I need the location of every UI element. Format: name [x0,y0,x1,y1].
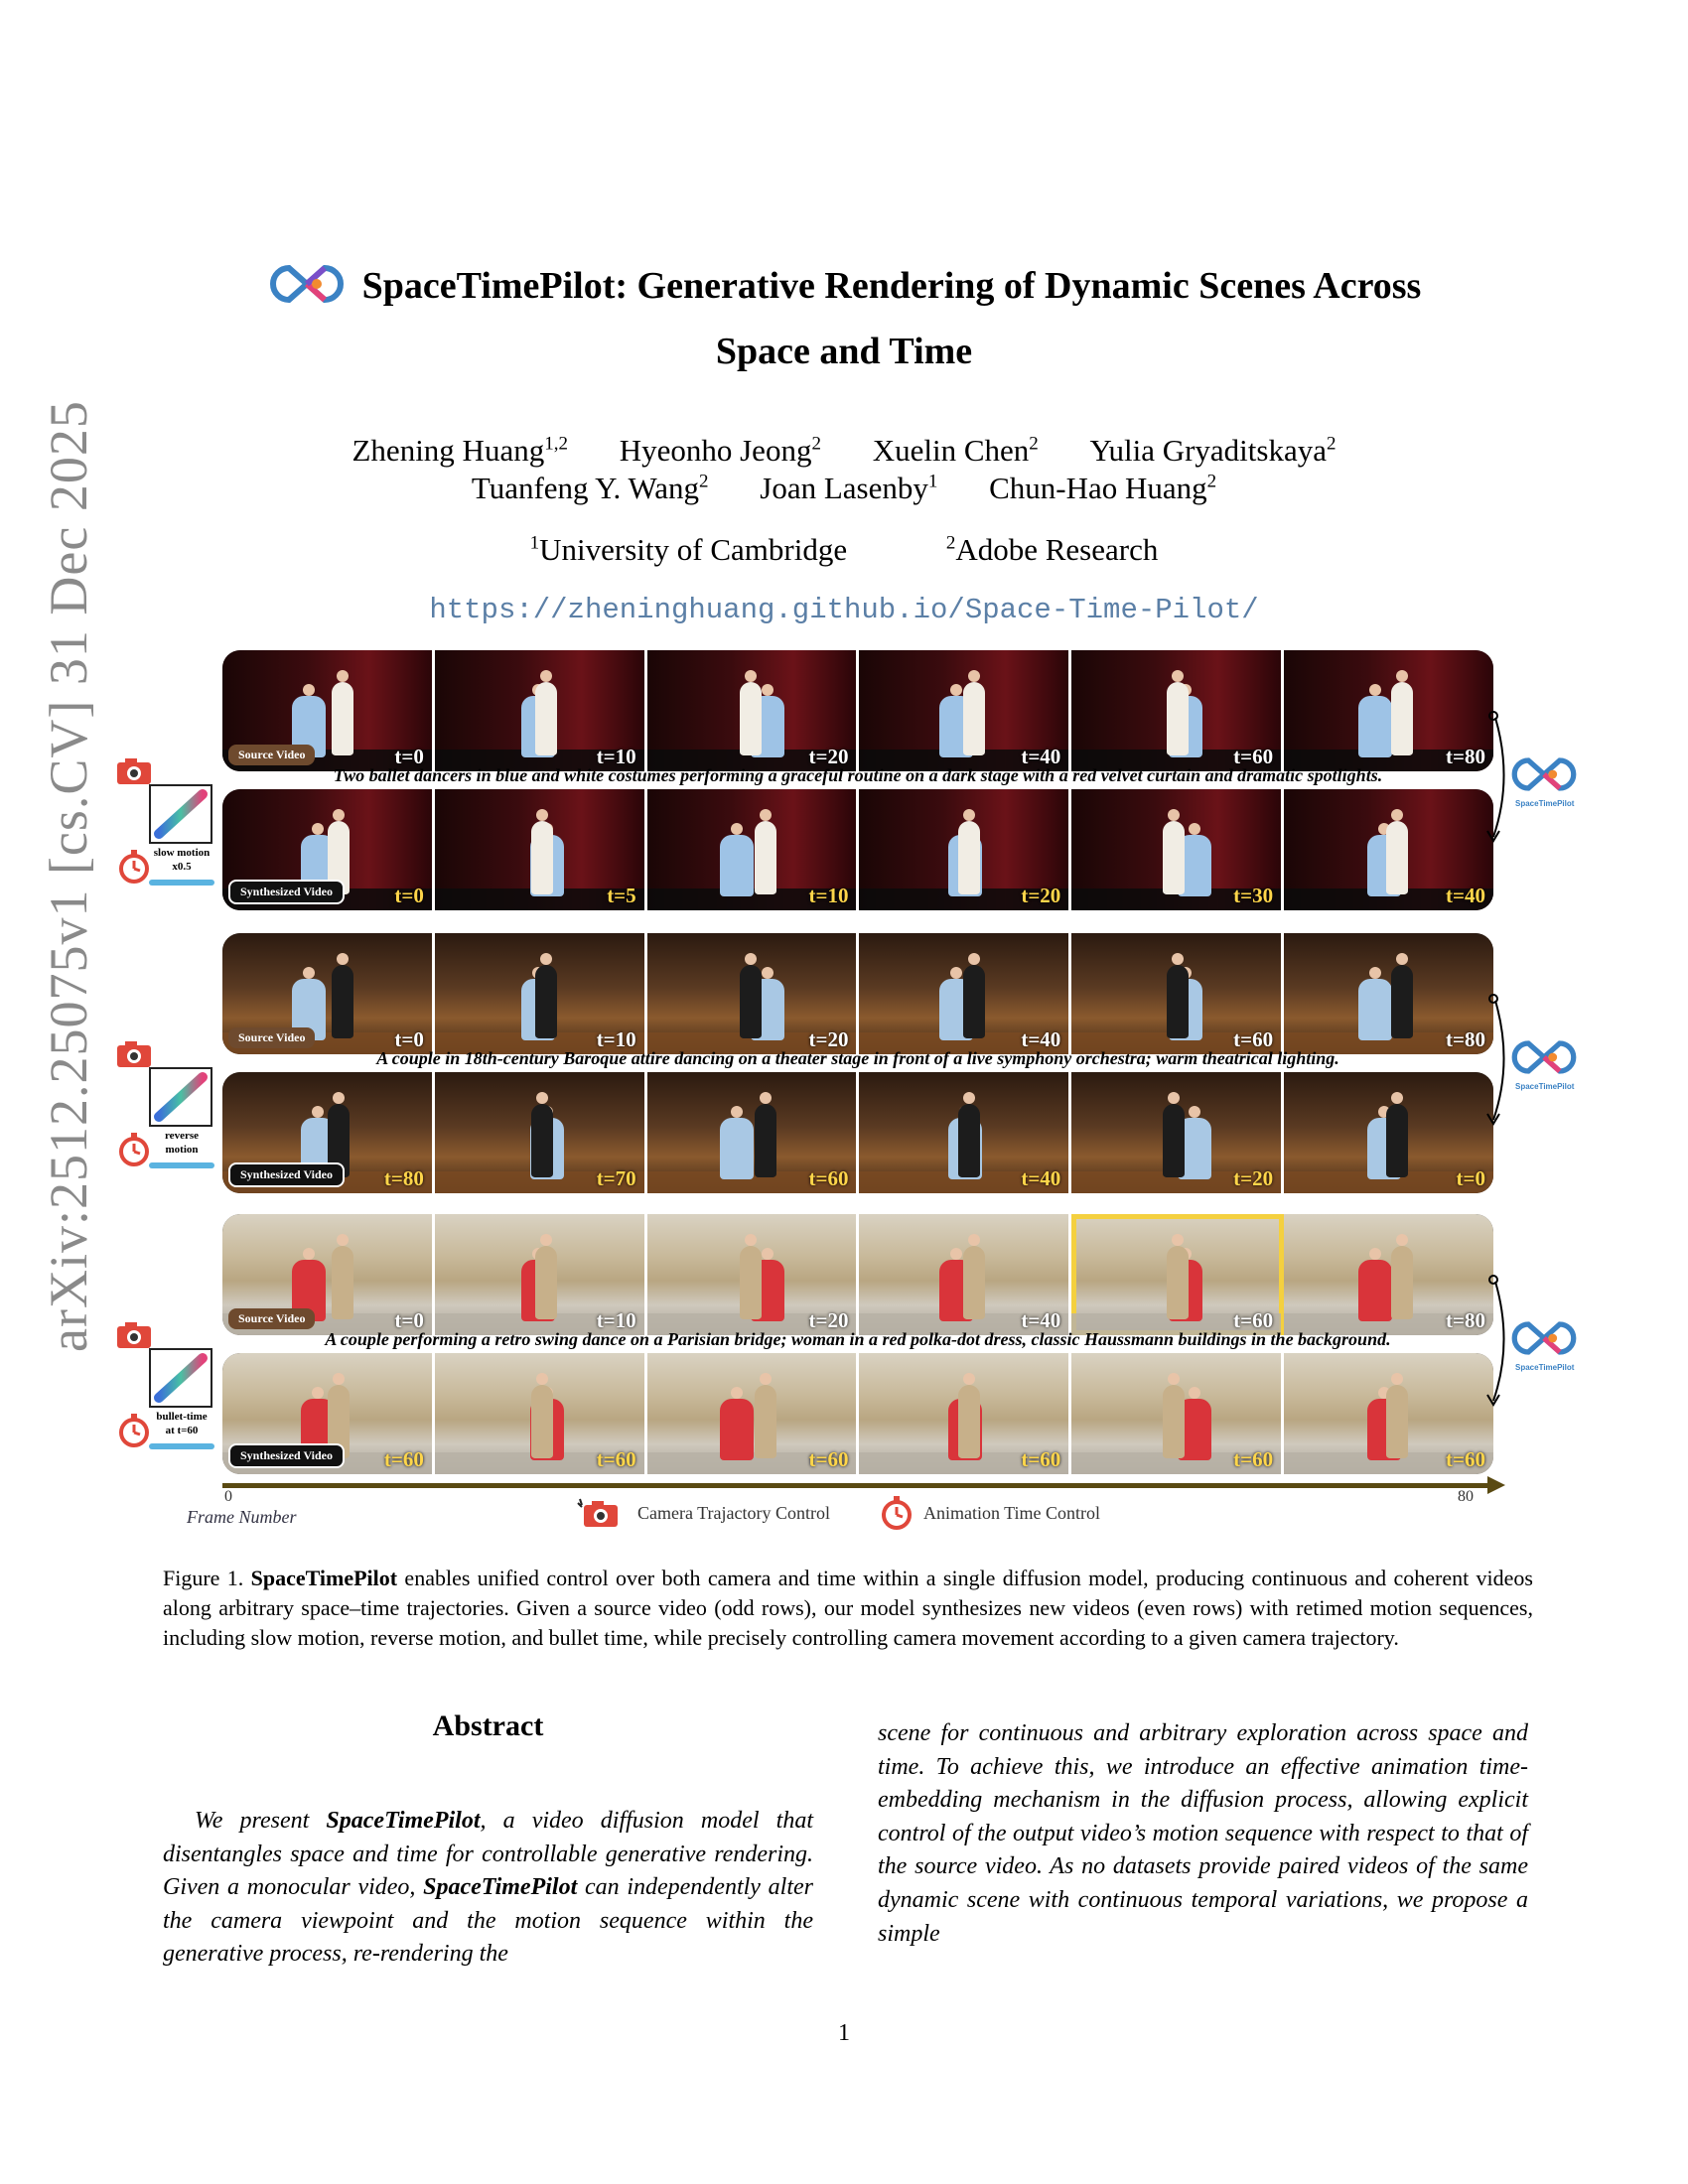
camera-icon [109,754,161,788]
camera-icon [576,1497,628,1529]
dancer-figure [1167,1246,1189,1319]
spacetimepilot-logo-icon [1509,754,1579,794]
video-frame [222,1072,435,1193]
time-label: t=60 [1233,1447,1274,1471]
affiliation: $^2$Adobe Research [945,532,1159,567]
time-label: t=0 [394,1308,424,1332]
video-frame [1284,1214,1493,1335]
dancer-figure [755,1104,776,1177]
source-video-strip [222,650,1493,771]
dancer-figure [720,835,754,896]
time-label: t=70 [596,1166,636,1190]
video-frame [647,650,860,771]
dancer-figure [740,965,762,1038]
spacetimepilot-small-logo [1509,754,1589,808]
figure-caption: Figure 1. SpaceTimePilot enables unified control over both camera and time within a single diffusion model, producing continuous and coherent videos along arbitrary space–time trajectories. Given a source video (odd rows), our model synthesizes new videos (even rows) with retimed motion sequences, including slow motion, reverse motion, and bullet time, while precisely controlling camera movement according to a given camera trajectory. [163,1566,1533,1650]
video-frame [222,789,435,910]
video-frame [647,933,860,1054]
arxiv-stamp: arXiv:2512.25075v1 [cs.CV] 31 Dec 2025 [39,400,98,1352]
dancer-figure [531,821,553,894]
synthesized-video-strip [222,1072,1493,1193]
trajectory-plot-icon [149,1067,212,1127]
affiliations [0,532,1688,568]
dancer-figure [1167,965,1189,1038]
dancer-figure [535,965,557,1038]
dancer-figure [1163,1385,1185,1458]
video-frame [859,1353,1071,1474]
time-label: t=40 [1446,884,1485,907]
video-frame [222,1214,435,1335]
dancer-figure [1386,1104,1408,1177]
video-frame [859,1072,1071,1193]
video-frame [435,933,647,1054]
synthesized-video-badge: Synthesized Video [228,1443,345,1468]
dancer-figure [531,1385,553,1458]
control-icons [109,1318,218,1467]
source-video-badge: Source Video [228,1308,315,1329]
dancer-figure [1358,1260,1392,1321]
abstract-right-column: scene for continuous and arbitrary exploration across space and time. To achieve this, we introduce an effective animation time-embedding mechanism in the diffusion process, allowing explicit control of the output video’s motion sequence with respect to that of the source video. As no datasets provide paired videos of the same dynamic scene with continuous temporal variations, we propose a simple [878,1720,1528,1947]
dancer-figure [720,1399,754,1460]
dancer-figure [1391,965,1413,1038]
time-label: t=20 [1021,884,1061,907]
dancer-figure [1391,682,1413,755]
dancer-figure [1163,1104,1185,1177]
time-label: t=10 [596,1027,636,1051]
time-label: t=60 [1233,1308,1274,1332]
video-frame [647,1214,860,1335]
title-line1: SpaceTimePilot: Generative Rendering of Dynamic Scenes Across [361,265,1422,307]
time-label: t=80 [1446,1308,1485,1332]
frame-axis-arrow-icon [1487,1476,1505,1494]
dancer-figure [1386,821,1408,894]
author: Yulia Gryaditskaya$^2$ [1089,433,1336,468]
spacetimepilot-small-logo [1509,1318,1589,1372]
dancer-figure [958,1385,980,1458]
video-frame [435,1353,647,1474]
time-label: t=10 [596,745,636,768]
page-number: 1 [838,2020,850,2046]
video-frame [1284,1353,1493,1474]
synthesized-video-badge: Synthesized Video [228,1162,345,1187]
time-label: t=60 [1021,1447,1061,1471]
legend-camera: Camera Trajactory Control [576,1497,830,1529]
abstract-left-column: We present SpaceTimePilot, a video diffusion model that disentangles space and time for controllable generative rendering. Given a monocular video, SpaceTimePilot can independently alter the camera viewpoint and the motion sequence within the generative process, re-rendering the [163,1808,813,1968]
dancer-figure [963,1246,985,1319]
dancer-figure [535,682,557,755]
source-video-badge: Source Video [228,745,315,765]
dancer-figure [1358,696,1392,757]
author: Tuanfeng Y. Wang$^2$ [471,471,709,505]
title-line2: Space and Time [715,331,973,372]
trajectory-plot-icon [149,1348,212,1408]
affiliation: $^1$University of Cambridge [529,532,848,567]
legend-time: Animation Time Control [880,1497,1100,1529]
author: Xuelin Chen$^2$ [872,433,1039,468]
dancer-figure [1358,979,1392,1040]
spacetimepilot-logo-icon [1509,1318,1579,1358]
dancer-figure [1167,682,1189,755]
video-frame [222,933,435,1054]
video-frame [435,650,647,771]
author: Chun-Hao Huang$^2$ [989,471,1217,505]
time-label: t=0 [394,1027,424,1051]
time-label: t=20 [808,745,849,768]
abstract-heading: Abstract [432,1709,544,1742]
spacetimepilot-logo-icon [267,262,347,306]
author-row-2 [0,471,1688,506]
video-frame [859,789,1071,910]
camera-icon [109,1037,161,1071]
stopwatch-icon [117,1133,151,1166]
dancer-figure [332,1246,353,1319]
time-label: t=40 [1021,1308,1061,1332]
time-label: t=10 [596,1308,636,1332]
logo-text: SpaceTimePilot [1515,1363,1575,1372]
control-icons [109,1037,218,1186]
source-video-strip [222,933,1493,1054]
logo-text: SpaceTimePilot [1515,799,1575,808]
trajectory-plot-icon [149,784,212,844]
time-label: t=20 [808,1308,849,1332]
time-label: t=80 [1446,745,1485,768]
video-frame [1071,1214,1284,1335]
frame-axis-line [222,1483,1493,1488]
video-frame [1071,1072,1284,1193]
timeline-bar [149,1443,214,1449]
dancer-figure [720,1118,754,1179]
source-video-badge: Source Video [228,1027,315,1048]
time-label: t=60 [808,1447,849,1471]
control-label: bullet-time [156,1411,208,1423]
dancer-figure [958,1104,980,1177]
video-frame [859,650,1071,771]
time-label: t=0 [1456,1166,1485,1190]
scene-prompt-caption: Two ballet dancers in blue and white costumes performing a graceful routine on a dark stage with a red velvet curtain and dramatic spotlights. [333,765,1383,785]
control-label: motion [165,1144,199,1156]
video-frame [1071,650,1284,771]
camera-icon [109,1318,161,1352]
time-label: t=80 [1446,1027,1485,1051]
dancer-figure [1386,1385,1408,1458]
axis-end-label: 80 [1458,1488,1474,1505]
synthesized-video-strip [222,789,1493,910]
synthesized-video-badge: Synthesized Video [228,880,345,904]
video-frame [222,1353,435,1474]
stopwatch-icon [117,1414,151,1447]
stopwatch-icon [117,850,151,884]
spacetimepilot-logo-icon [1509,1037,1579,1077]
spacetimepilot-small-logo [1509,1037,1589,1091]
video-frame [1284,933,1493,1054]
video-frame [1284,1072,1493,1193]
dancer-figure [963,682,985,755]
video-frame [1284,789,1493,910]
video-frame [1071,789,1284,910]
author: Hyeonho Jeong$^2$ [619,433,821,468]
control-label: reverse [165,1130,199,1142]
video-frame [1071,1353,1284,1474]
dancer-figure [740,1246,762,1319]
video-frame [435,1214,647,1335]
paper-title [0,253,1688,384]
time-label: t=60 [1446,1447,1485,1471]
control-label: at t=60 [165,1425,199,1436]
author: Joan Lasenby$^1$ [760,471,938,505]
dancer-figure [963,965,985,1038]
logo-text: SpaceTimePilot [1515,1082,1575,1091]
dancer-figure [1163,821,1185,894]
video-frame [647,1353,860,1474]
stopwatch-icon [880,1496,914,1530]
timeline-bar [149,880,214,886]
dancer-figure [332,682,353,755]
axis-start-label: 0 [224,1488,232,1505]
time-label: t=0 [394,745,424,768]
dancer-figure [531,1104,553,1177]
time-label: t=60 [1233,1027,1274,1051]
time-label: t=40 [1021,1166,1061,1190]
time-label: t=60 [808,1166,849,1190]
synthesized-video-strip [222,1353,1493,1474]
video-frame [647,789,860,910]
author: Zhening Huang$^{1,2}$ [352,433,568,468]
video-frame [222,650,435,771]
dancer-figure [755,1385,776,1458]
author-row-1 [0,433,1688,469]
time-label: t=10 [808,884,849,907]
video-frame [435,789,647,910]
time-label: t=0 [394,884,424,907]
dancer-figure [332,965,353,1038]
video-frame [435,1072,647,1193]
time-label: t=80 [383,1166,424,1190]
control-label: x0.5 [172,861,192,873]
source-video-strip [222,1214,1493,1335]
scene-prompt-caption: A couple performing a retro swing dance on a Parisian bridge; woman in a red polka-dot dress, classic Haussmann buildings in the background. [325,1329,1391,1349]
time-label: t=5 [607,884,636,907]
curved-arrow-icon [1485,710,1515,849]
video-frame [859,1214,1071,1335]
axis-label: Frame Number [187,1507,297,1527]
video-frame [1071,933,1284,1054]
time-label: t=40 [1021,1027,1061,1051]
video-frame [859,933,1071,1054]
time-label: t=40 [1021,745,1061,768]
dancer-figure [755,821,776,894]
time-label: t=30 [1233,884,1274,907]
video-frame [1284,650,1493,771]
dancer-figure [535,1246,557,1319]
time-label: t=60 [383,1447,424,1471]
video-frame [647,1072,860,1193]
dancer-figure [958,821,980,894]
time-label: t=20 [808,1027,849,1051]
dancer-figure [1391,1246,1413,1319]
time-label: t=20 [1233,1166,1274,1190]
curved-arrow-icon [1485,993,1515,1132]
curved-arrow-icon [1485,1274,1515,1413]
scene-prompt-caption: A couple in 18th-century Baroque attire dancing on a theater stage in front of a live symphony orchestra; warm theatrical lighting. [376,1048,1339,1068]
dancer-figure [740,682,762,755]
control-icons [109,754,218,903]
time-label: t=60 [1233,745,1274,768]
time-label: t=60 [596,1447,636,1471]
timeline-bar [149,1162,214,1168]
project-url-link[interactable]: https://zheninghuang.github.io/Space-Time-Pilot/ [429,594,1259,626]
control-label: slow motion [153,847,211,859]
